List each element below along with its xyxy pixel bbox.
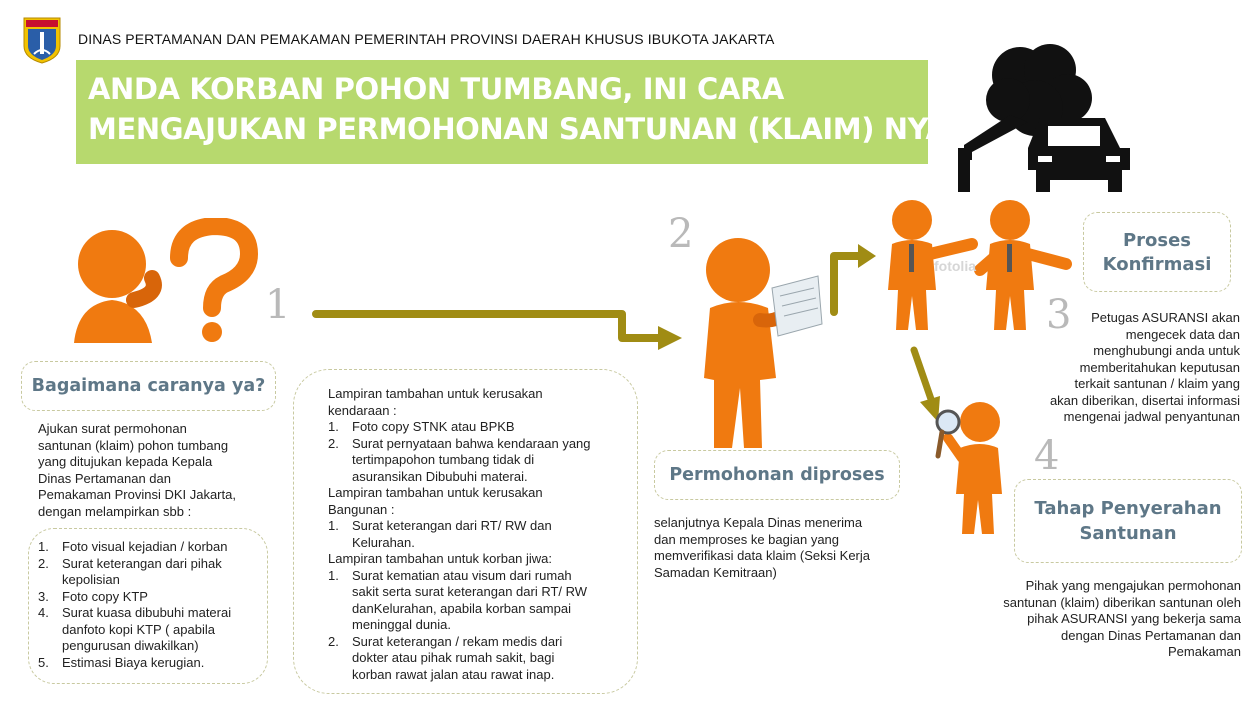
list-item	[38, 605, 266, 655]
step-number-2: 2	[668, 211, 694, 257]
title-banner	[76, 60, 948, 164]
list-text: kepolisian	[62, 572, 120, 587]
list-item	[328, 518, 628, 551]
step-number-1: 1	[265, 282, 291, 328]
list-text: dokter atau pihak rumah sakit, bagi	[352, 650, 555, 665]
thinking-figure	[64, 218, 274, 348]
step3-text-line: mengecek data dan	[1125, 326, 1240, 342]
list-text: pengurusan diwakilkan)	[62, 638, 199, 653]
step3-text-line: akan diberikan, disertai informasi	[1049, 392, 1240, 408]
list-text: Surat keterangan dari pihak	[62, 555, 222, 571]
step2-text	[654, 515, 904, 581]
step4-text-line: dengan Dinas Pertamanan dan	[1061, 627, 1241, 643]
list-number: 3.	[38, 588, 49, 604]
step3-heading	[1083, 212, 1231, 292]
list-number: 2.	[328, 633, 339, 649]
step4-heading-line: Santunan	[1079, 523, 1177, 544]
list-item	[328, 419, 628, 436]
watermark: fotolia	[934, 258, 976, 274]
step1-intro-line: dengan melampirkan sbb :	[38, 503, 192, 519]
list-number: 2.	[38, 555, 49, 571]
list-number: 4.	[38, 605, 49, 620]
list-text: Foto visual kejadian / korban	[62, 539, 228, 554]
list-text: Foto copy KTP	[62, 588, 148, 604]
step4-text	[960, 578, 1241, 661]
list-text: Surat pernyataan bahwa kendaraan yang	[352, 435, 591, 451]
step1-heading: Bagaimana caranya ya?	[21, 361, 276, 411]
agency-name: DINAS PERTAMANAN DAN PEMAKAMAN PEMERINTAH PROVINSI DAERAH KHUSUS IBUKOTA JAKARTA	[78, 31, 775, 47]
step3-heading-line: Proses	[1122, 230, 1192, 251]
title-line-2: MENGAJUKAN PERMOHONAN SANTUNAN (KLAIM) NYA	[88, 112, 948, 146]
list-text: tertimpapohon tumbang tidak di	[352, 452, 535, 467]
list-text: asuransikan Dibubuhi materai.	[352, 468, 528, 484]
list-text: korban rawat jalan atau rawat inap.	[352, 666, 555, 682]
vehicle-attachments-title: Lampiran tambahan untuk kerusakan	[328, 386, 543, 401]
list-text: Surat keterangan dari RT/ RW dan	[352, 518, 552, 533]
step2-text-line: dan memproses ke bagian yang	[654, 531, 840, 547]
magnifier-figure	[934, 398, 1014, 543]
list-text: Surat kematian atau visum dari rumah	[352, 567, 572, 583]
list-text: Foto copy STNK atau BPKB	[352, 419, 515, 434]
list-text: sakit serta surat keterangan dari RT/ RW	[352, 584, 588, 599]
step3-text-line: terkait santunan / klaim yang	[1074, 376, 1240, 391]
fallen-tree-car-icon	[950, 30, 1140, 200]
list-number: 1.	[38, 539, 49, 554]
list-item	[328, 436, 628, 486]
list-number: 1.	[328, 419, 339, 434]
step1-requirements-list	[38, 539, 266, 671]
step4-text-line: Pihak yang mengajukan permohonan	[1025, 578, 1241, 593]
victim-attachments-title: Lampiran tambahan untuk korban jiwa:	[328, 551, 553, 566]
list-text: danfoto kopi KTP ( apabila	[62, 621, 215, 637]
list-number: 2.	[328, 435, 339, 451]
jakarta-logo	[22, 16, 62, 64]
list-text: Kelurahan.	[352, 534, 415, 550]
attachments-content	[328, 386, 628, 683]
step4-text-line: santunan (klaim) diberikan santunan oleh	[1003, 594, 1241, 610]
step3-text-line: memberitahukan keputusan	[1079, 359, 1240, 375]
list-text: Estimasi Biaya kerugian.	[62, 654, 205, 670]
building-attachments-title: Bangunan :	[328, 501, 395, 517]
step1-intro	[38, 421, 268, 520]
step3-text-line: Petugas ASURANSI akan	[1091, 310, 1240, 325]
building-attachments-title: Lampiran tambahan untuk kerusakan	[328, 485, 543, 500]
step-number-4: 4	[1034, 433, 1060, 479]
step2-text-line: Samadan Kemitraan)	[654, 564, 777, 580]
title-line-1: ANDA KORBAN POHON TUMBANG, INI CARA	[88, 72, 784, 106]
step2-text-line: memverifikasi data klaim (Seksi Kerja	[654, 548, 871, 563]
reading-document-figure	[690, 228, 830, 455]
step1-intro-line: Dinas Pertamanan dan	[38, 470, 171, 486]
list-item	[38, 556, 266, 589]
list-item	[328, 634, 628, 684]
step3-text	[1030, 310, 1240, 426]
list-number: 5.	[38, 654, 49, 670]
step-number-3: 3	[1046, 292, 1072, 338]
step3-heading-line: Konfirmasi	[1102, 254, 1212, 275]
step1-intro-line: yang ditujukan kepada Kepala	[38, 454, 213, 469]
step1-intro-line: santunan (klaim) pohon tumbang	[38, 437, 229, 453]
list-text: Surat kuasa dibubuhi materai	[62, 605, 232, 620]
step4-heading-line: Tahap Penyerahan	[1034, 498, 1222, 519]
list-number: 1.	[328, 567, 339, 583]
step1-intro-line: Ajukan surat permohonan	[38, 421, 187, 436]
list-text: Surat keterangan / rekam medis dari	[352, 633, 563, 649]
step4-text-line: pihak ASURANSI yang bekerja sama	[1027, 611, 1241, 626]
step4-text-line: Pemakaman	[1168, 644, 1241, 659]
step4-heading	[1014, 479, 1242, 563]
list-item	[38, 655, 266, 672]
vehicle-attachments-title: kendaraan :	[328, 402, 397, 418]
list-text: meninggal dunia.	[352, 617, 452, 632]
list-item	[328, 568, 628, 634]
arrow-1-to-2	[312, 308, 684, 355]
list-item	[38, 589, 266, 606]
step3-text-line: menghubungi anda untuk	[1093, 343, 1240, 358]
step2-text-line: selanjutnya Kepala Dinas menerima	[654, 515, 863, 530]
step3-text-line: mengenai jadwal penyantunan	[1063, 409, 1240, 424]
list-text: danKelurahan, apabila korban sampai	[352, 600, 571, 616]
list-number: 1.	[328, 518, 339, 533]
step2-heading: Permohonan diproses	[654, 450, 900, 500]
step1-intro-line: Pemakaman Provinsi DKI Jakarta,	[38, 487, 236, 502]
list-item	[38, 539, 266, 556]
